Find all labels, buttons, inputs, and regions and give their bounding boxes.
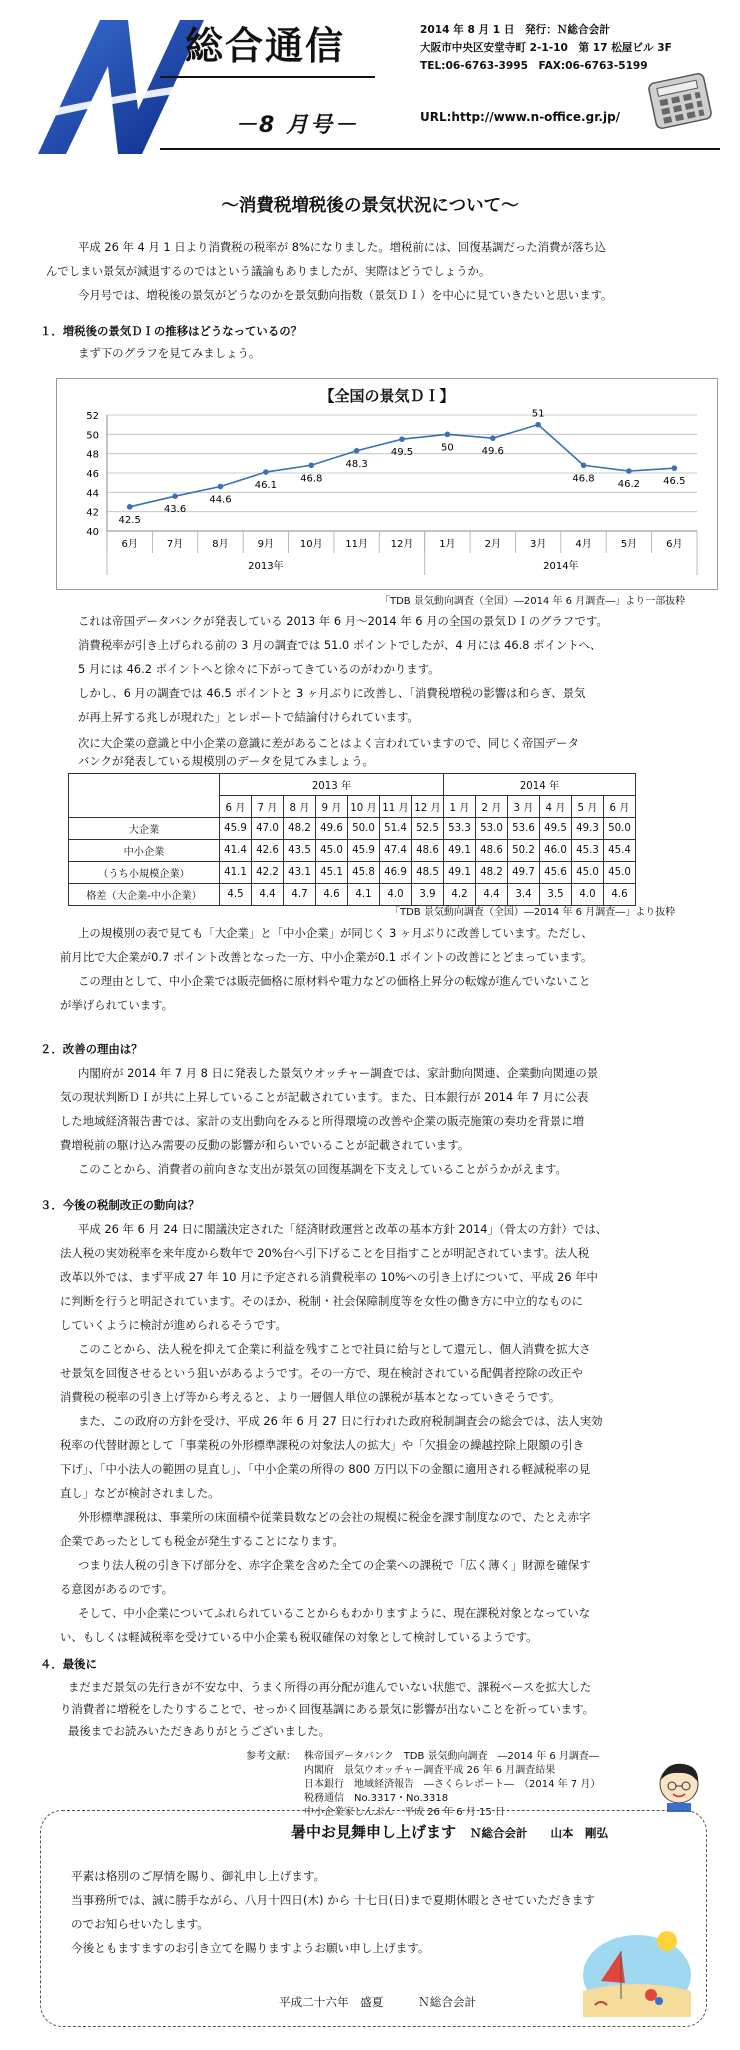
table-cell: 45.4 bbox=[604, 840, 636, 862]
table-corner bbox=[69, 774, 220, 818]
greeting-footer: 平成二十六年 盛夏 Ｎ総合会計 bbox=[279, 1995, 477, 2009]
s1-paragraph-line: 上の規模別の表で見ても「大企業」と「中小企業」が同じく 3 ヶ月ぶりに改善しています。ただし、 bbox=[78, 926, 593, 940]
y-tick-label: 48 bbox=[86, 449, 99, 461]
data-label: 46.5 bbox=[663, 476, 686, 488]
intro-line: 平成 26 年 4 月 1 日より消費税の税率が 8%になりました。増税前には、回復基調だった消費が落ち込 bbox=[78, 240, 607, 254]
data-label: 43.6 bbox=[163, 504, 187, 516]
section-1-heading: １．増税後の景気ＤＩの推移はどうなっているの？ bbox=[40, 324, 302, 338]
y-tick-label: 40 bbox=[86, 527, 99, 538]
x-tick-label: 9月 bbox=[257, 539, 275, 550]
table-cell: 49.7 bbox=[508, 862, 540, 884]
s3-paragraph-line: 直し」などが検討されました。 bbox=[60, 1486, 220, 1500]
year-group-label: 2013年 bbox=[248, 561, 284, 572]
table-cell: 3.9 bbox=[412, 884, 444, 906]
s3-paragraph-line: 企業であったとしても税金が発生することになります。 bbox=[60, 1534, 344, 1548]
table-cell: 45.0 bbox=[316, 840, 348, 862]
s3-paragraph-line: 消費税の税率の引き上げ等から考えると、より一層個人単位の課税が基本となっていきそうです。 bbox=[60, 1390, 561, 1404]
data-point bbox=[127, 504, 133, 510]
newsletter-title: 総合通信 bbox=[185, 24, 346, 68]
data-point bbox=[672, 465, 678, 471]
table-cell: 4.0 bbox=[380, 884, 412, 906]
data-point bbox=[263, 469, 269, 475]
table-cell: 4.7 bbox=[284, 884, 316, 906]
data-label: 46.8 bbox=[572, 473, 595, 485]
table-cell: 50.2 bbox=[508, 840, 540, 862]
s3-paragraph-line: つまり法人税の引き下げ部分を、赤字企業を含めた全ての企業への課税で「広く薄く」財源を確保す bbox=[78, 1558, 591, 1572]
x-tick-label: 10月 bbox=[299, 539, 323, 550]
table-cell: 4.1 bbox=[348, 884, 380, 906]
greeting-line: 平素は格別のご厚情を賜り、御礼申し上げます。 bbox=[71, 1869, 326, 1883]
intro-line: 今月号では、増税後の景気がどうなのかを景気動向指数（景気ＤＩ）を中心に見ていきたいと思います。 bbox=[78, 288, 613, 302]
table-cell: 48.2 bbox=[284, 818, 316, 840]
scale-di-table bbox=[68, 773, 636, 906]
table-month-header: 11 月 bbox=[380, 796, 412, 818]
table-cell: 48.2 bbox=[476, 862, 508, 884]
s3-paragraph-line: していくように検討が進められるそうです。 bbox=[60, 1318, 287, 1332]
s1-paragraph-line: 前月比で大企業が0.7 ポイント改善となった一方、中小企業が0.1 ポイントの改善にとどまっています。 bbox=[60, 950, 593, 964]
reference-item: 中小企業家しんぶん 平成 26 年 6 月 15 日 bbox=[304, 1807, 505, 1818]
s1-paragraph-line: これは帝国データバンクが発表している 2013 年 6 月～2014 年 6 月の全国の景気ＤＩのグラフです。 bbox=[78, 614, 608, 628]
table-cell: 4.5 bbox=[220, 884, 252, 906]
beach-icon bbox=[581, 1921, 693, 2017]
chart-canvas bbox=[57, 379, 717, 589]
x-tick-label: 7月 bbox=[166, 539, 184, 550]
table-row bbox=[69, 862, 636, 884]
x-tick-label: 3月 bbox=[529, 539, 547, 550]
x-tick-label: 6月 bbox=[666, 539, 683, 550]
s1-paragraph-line: バンクが発表している規模別のデータを見てみましょう。 bbox=[78, 754, 374, 768]
beach-illustration bbox=[581, 1921, 693, 2021]
data-point bbox=[626, 468, 632, 474]
s1-paragraph-line: 次に大企業の意識と中小企業の意識に差があることはよく言われていますので、同じく帝国データ bbox=[78, 736, 579, 750]
data-point bbox=[218, 484, 224, 490]
x-tick-label: 5月 bbox=[620, 539, 638, 550]
table-month-header: 6 月 bbox=[604, 796, 636, 818]
s3-paragraph-line: る意図があるのです。 bbox=[60, 1582, 173, 1596]
data-point bbox=[535, 422, 541, 428]
author-avatar bbox=[655, 1760, 703, 1816]
header-bottom-rule bbox=[160, 148, 720, 150]
table-cell: 42.6 bbox=[252, 840, 284, 862]
s1-paragraph-line: が挙げられています。 bbox=[60, 998, 173, 1012]
table-cell: 4.0 bbox=[572, 884, 604, 906]
person-face-icon bbox=[655, 1760, 703, 1812]
table-cell: 42.2 bbox=[252, 862, 284, 884]
table-cell: 4.4 bbox=[476, 884, 508, 906]
publish-info: 2014 年 8 月 1 日 発行：Ｎ総合会計 bbox=[420, 24, 610, 36]
data-label: 44.6 bbox=[209, 494, 232, 506]
table-cell: 4.6 bbox=[604, 884, 636, 906]
data-label: 50 bbox=[441, 442, 454, 454]
data-label: 46.2 bbox=[617, 479, 641, 491]
s3-paragraph-line: に判断を行うと明記されています。そのほか、税制・社会保障制度等を女性の働き方に中立的なものに bbox=[60, 1294, 584, 1308]
s2-paragraph-line: した地域経済報告書では、家計の支出動向をみると所得環境の改善や企業の販売施策の奏功を背景に増 bbox=[60, 1114, 584, 1128]
data-label: 46.8 bbox=[300, 473, 323, 485]
data-label: 48.3 bbox=[345, 458, 368, 470]
table-cell: 45.8 bbox=[348, 862, 380, 884]
year-group-label: 2014年 bbox=[543, 561, 579, 572]
office-address: 大阪市中央区安堂寺町 2-1-10 第 17 松屋ビル 3F bbox=[420, 42, 672, 54]
table-cell: 4.4 bbox=[252, 884, 284, 906]
table-cell: 50.0 bbox=[604, 818, 636, 840]
references-label: 参考文献： bbox=[246, 1751, 296, 1762]
data-label: 49.5 bbox=[390, 447, 414, 459]
table-cell: 46.0 bbox=[540, 840, 572, 862]
y-tick-label: 42 bbox=[86, 507, 99, 519]
table-year-2013: 2013 年 bbox=[220, 774, 444, 796]
calculator-icon bbox=[648, 70, 712, 134]
table-cell: 41.1 bbox=[220, 862, 252, 884]
office-phone-fax: TEL:06-6763-3995 FAX:06-6763-5199 bbox=[420, 60, 648, 72]
table-cell: 47.4 bbox=[380, 840, 412, 862]
data-label: 51 bbox=[531, 408, 545, 420]
s1-paragraph-line: 消費税率が引き上げられる前の 3 月の調査では 51.0 ポイントでしたが、4 月には 46.8 ポイントへ、 bbox=[78, 638, 602, 652]
summer-greeting-card bbox=[40, 1810, 707, 2027]
x-tick-label: 12月 bbox=[390, 539, 414, 550]
table-month-header: 12 月 bbox=[412, 796, 444, 818]
table-row bbox=[69, 818, 636, 840]
table-row bbox=[69, 840, 636, 862]
s1-paragraph-line: しかし、6 月の調査では 46.5 ポイントと 3 ヶ月ぶりに改善し、「消費税増税の影響は和らぎ、景気 bbox=[78, 686, 586, 700]
chart-title: 【全国の景気ＤＩ】 bbox=[319, 387, 455, 405]
table-cell: 48.6 bbox=[476, 840, 508, 862]
s1-paragraph-line: この理由として、中小企業では販売価格に原材料や電力などの価格上昇分の転嫁が進んでいないこと bbox=[78, 974, 591, 988]
s3-paragraph-line: 下げ」、「中小法人の範囲の見直し」、「中小企業の所得の 800 万円以下の金額に適用される軽減税率の見 bbox=[60, 1462, 591, 1476]
table-cell: 45.0 bbox=[604, 862, 636, 884]
table-month-header: 10 月 bbox=[348, 796, 380, 818]
x-tick-label: 8月 bbox=[212, 539, 229, 550]
table-row-label: （うち小規模企業） bbox=[69, 862, 220, 884]
table-row-label: 中小企業 bbox=[69, 840, 220, 862]
data-point bbox=[354, 448, 360, 454]
data-label: 49.6 bbox=[481, 446, 504, 458]
y-tick-label: 50 bbox=[86, 430, 99, 442]
data-point bbox=[445, 432, 451, 438]
s4-paragraph-line: まだまだ景気の先行きが不安な中、うまく所得の再分配が進んでいない状態で、課税ベースを拡大した bbox=[68, 1680, 592, 1694]
table-month-header: 8 月 bbox=[284, 796, 316, 818]
s3-paragraph-line: そして、中小企業についてふれられていることからもわかりますように、現在課税対象となっていな bbox=[78, 1606, 591, 1620]
s1-paragraph-line: 5 月には 46.2 ポイントへと徐々に下がってきているのがわかります。 bbox=[78, 662, 440, 676]
table-month-header: 1 月 bbox=[444, 796, 476, 818]
greeting-title: 暑中お見舞申し上げます bbox=[290, 1823, 456, 1841]
table-cell: 48.5 bbox=[412, 862, 444, 884]
table-cell: 4.6 bbox=[316, 884, 348, 906]
intro-line: んでしまい景気が減退するのではという議論もありましたが、実際はどうでしょうか。 bbox=[46, 264, 491, 278]
table-month-header: 7 月 bbox=[252, 796, 284, 818]
s3-paragraph-line: 平成 26 年 6 月 24 日に閣議決定された「経済財政運営と改革の基本方針 2014」（骨太の方針）では、 bbox=[78, 1222, 608, 1236]
s2-paragraph-line: 気の現状判断ＤＩが共に上昇していることが記載されています。また、日本銀行が 2014 年 7 月に公表 bbox=[60, 1090, 589, 1104]
title-underline bbox=[160, 76, 375, 78]
table-cell: 50.0 bbox=[348, 818, 380, 840]
data-point bbox=[308, 462, 314, 468]
table-cell: 43.1 bbox=[284, 862, 316, 884]
section-1-lead: まず下のグラフを見てみましょう。 bbox=[78, 346, 261, 360]
table-cell: 49.5 bbox=[540, 818, 572, 840]
table-cell: 53.0 bbox=[476, 818, 508, 840]
s2-paragraph-line: 内閣府が 2014 年 7 月 8 日に発表した景気ウオッチャー調査では、家計動向関連、企業動向関連の景 bbox=[78, 1066, 599, 1080]
section-4-heading: ４．最後に bbox=[40, 1657, 97, 1671]
reference-item: 株帝国データバンク TDB 景気動向調査 ―2014 年 6 月調査― bbox=[304, 1751, 599, 1762]
x-tick-label: 6月 bbox=[121, 539, 138, 550]
s3-paragraph-line: い、もしくは軽減税率を受けている中小企業も税収確保の対象として検討しているようです。 bbox=[60, 1630, 538, 1644]
x-tick-label: 1月 bbox=[439, 539, 456, 550]
data-label: 46.1 bbox=[254, 480, 277, 492]
section-2-heading: ２．改善の理由は？ bbox=[40, 1042, 143, 1056]
data-label: 42.5 bbox=[118, 514, 141, 526]
table-cell: 41.4 bbox=[220, 840, 252, 862]
signature: Ｎ総合会計 山本 剛弘 bbox=[470, 1826, 608, 1840]
references bbox=[246, 1750, 601, 1818]
data-point bbox=[581, 462, 587, 468]
reference-item: 日本銀行 地域経済報告 ―さくらレポート― （2014 年 7 月） bbox=[304, 1779, 601, 1790]
table-row-label: 大企業 bbox=[69, 818, 220, 840]
y-tick-label: 52 bbox=[86, 411, 99, 422]
s4-paragraph-line: り消費者に増税をしたりすることで、せっかく回復基調にある景気に影響が出ないことを祈っています。 bbox=[60, 1702, 594, 1716]
office-url[interactable]: URL:http://www.n-office.gr.jp/ bbox=[420, 110, 621, 124]
table-month-header: 2 月 bbox=[476, 796, 508, 818]
table-row-label: 格差（大企業-中小企業） bbox=[69, 884, 220, 906]
s3-paragraph-line: 法人税の実効税率を来年度から数年で 20%台へ引下げることを目指すことが明記されています。法人税 bbox=[60, 1246, 590, 1260]
table-cell: 49.1 bbox=[444, 840, 476, 862]
table-cell: 4.2 bbox=[444, 884, 476, 906]
table-cell: 45.9 bbox=[220, 818, 252, 840]
s2-paragraph-line: このことから、消費者の前向きな支出が景気の回復基調を下支えしていることがうかがえます。 bbox=[78, 1162, 567, 1176]
table-source: 「TDB 景気動向調査（全国）―2014 年 6 月調査―」より抜粋 bbox=[390, 907, 676, 918]
table-cell: 45.3 bbox=[572, 840, 604, 862]
table-cell: 3.5 bbox=[540, 884, 572, 906]
greeting-line: のでお知らせいたします。 bbox=[71, 1917, 209, 1931]
table-month-header: 3 月 bbox=[508, 796, 540, 818]
greeting-line: 今後ともますますのお引き立てを賜りますようお願い申し上げます。 bbox=[71, 1941, 430, 1955]
table-cell: 53.6 bbox=[508, 818, 540, 840]
table-cell: 48.6 bbox=[412, 840, 444, 862]
s1-paragraph-line: が再上昇する兆しが現れた」とレポートで結論付けられています。 bbox=[78, 710, 419, 724]
s2-paragraph-line: 費増税前の駆け込み需要の反動の影響が和らいでいることが記載されています。 bbox=[60, 1138, 470, 1152]
table-month-header: 6 月 bbox=[220, 796, 252, 818]
greeting-line: 当事務所では、誠に勝手ながら、八月十四日(木) から 十七日(日)まで夏期休暇とさせていただきます bbox=[71, 1893, 595, 1907]
section-3-heading: ３．今後の税制改正の動向は？ bbox=[40, 1198, 200, 1212]
di-line-chart bbox=[56, 378, 718, 590]
y-tick-label: 44 bbox=[86, 488, 99, 500]
x-tick-label: 2月 bbox=[484, 539, 501, 550]
table-cell: 46.9 bbox=[380, 862, 412, 884]
data-point bbox=[399, 436, 405, 442]
issue-label: －8 月号－ bbox=[235, 113, 358, 138]
table-cell: 45.0 bbox=[572, 862, 604, 884]
table-year-2014: 2014 年 bbox=[444, 774, 636, 796]
table-cell: 47.0 bbox=[252, 818, 284, 840]
table-cell: 49.6 bbox=[316, 818, 348, 840]
s3-paragraph-line: このことから、法人税を抑えて企業に利益を残すことで社員に給与として還元し、個人消費を拡大さ bbox=[78, 1342, 591, 1356]
table-cell: 45.6 bbox=[540, 862, 572, 884]
table-month-header: 9 月 bbox=[316, 796, 348, 818]
table-cell: 43.5 bbox=[284, 840, 316, 862]
x-tick-label: 11月 bbox=[345, 539, 368, 550]
table-cell: 49.1 bbox=[444, 862, 476, 884]
reference-item: 税務通信 No.3317・No.3318 bbox=[304, 1793, 449, 1804]
table-cell: 3.4 bbox=[508, 884, 540, 906]
table-year-row bbox=[69, 774, 636, 796]
data-point bbox=[172, 493, 178, 499]
table-cell: 52.5 bbox=[412, 818, 444, 840]
table-cell: 53.3 bbox=[444, 818, 476, 840]
s3-paragraph-line: また、この政府の方針を受け、平成 26 年 6 月 27 日に行われた政府税制調査会の総会では、法人実効 bbox=[78, 1414, 603, 1428]
table-cell: 45.1 bbox=[316, 862, 348, 884]
s4-paragraph-line: 最後までお読みいただきありがとうございました。 bbox=[68, 1724, 330, 1738]
s3-paragraph-line: 外形標準課税は、事業所の床面積や従業員数などの会社の規模に税金を課す制度なので、たとえ赤字 bbox=[78, 1510, 591, 1524]
table-cell: 49.3 bbox=[572, 818, 604, 840]
data-point bbox=[490, 435, 496, 441]
y-tick-label: 46 bbox=[86, 469, 99, 480]
table-month-header: 4 月 bbox=[540, 796, 572, 818]
table-month-header: 5 月 bbox=[572, 796, 604, 818]
s3-paragraph-line: せ景気を回復させるという狙いがあるようです。その一方で、現在検討されている配偶者控除の改正や bbox=[60, 1366, 583, 1380]
main-title: ～消費税増税後の景気状況について～ bbox=[221, 196, 519, 216]
s3-paragraph-line: 税率の代替財源として「事業税の外形標準課税の対象法人の拡大」や「欠損金の繰越控除上限額の引き bbox=[60, 1438, 584, 1452]
chart-source: 「TDB 景気動向調査（全国）―2014 年 6 月調査―」より一部抜粋 bbox=[380, 596, 686, 607]
table-cell: 51.4 bbox=[380, 818, 412, 840]
table-cell: 45.9 bbox=[348, 840, 380, 862]
x-tick-label: 4月 bbox=[575, 539, 592, 550]
reference-item: 内閣府 景気ウオッチャー調査平成 26 年 6 月調査結果 bbox=[304, 1765, 556, 1776]
s3-paragraph-line: 改革以外では、まず平成 27 年 10 月に予定される消費税率の 10%への引き上げについて、平成 26 年中 bbox=[60, 1270, 598, 1284]
